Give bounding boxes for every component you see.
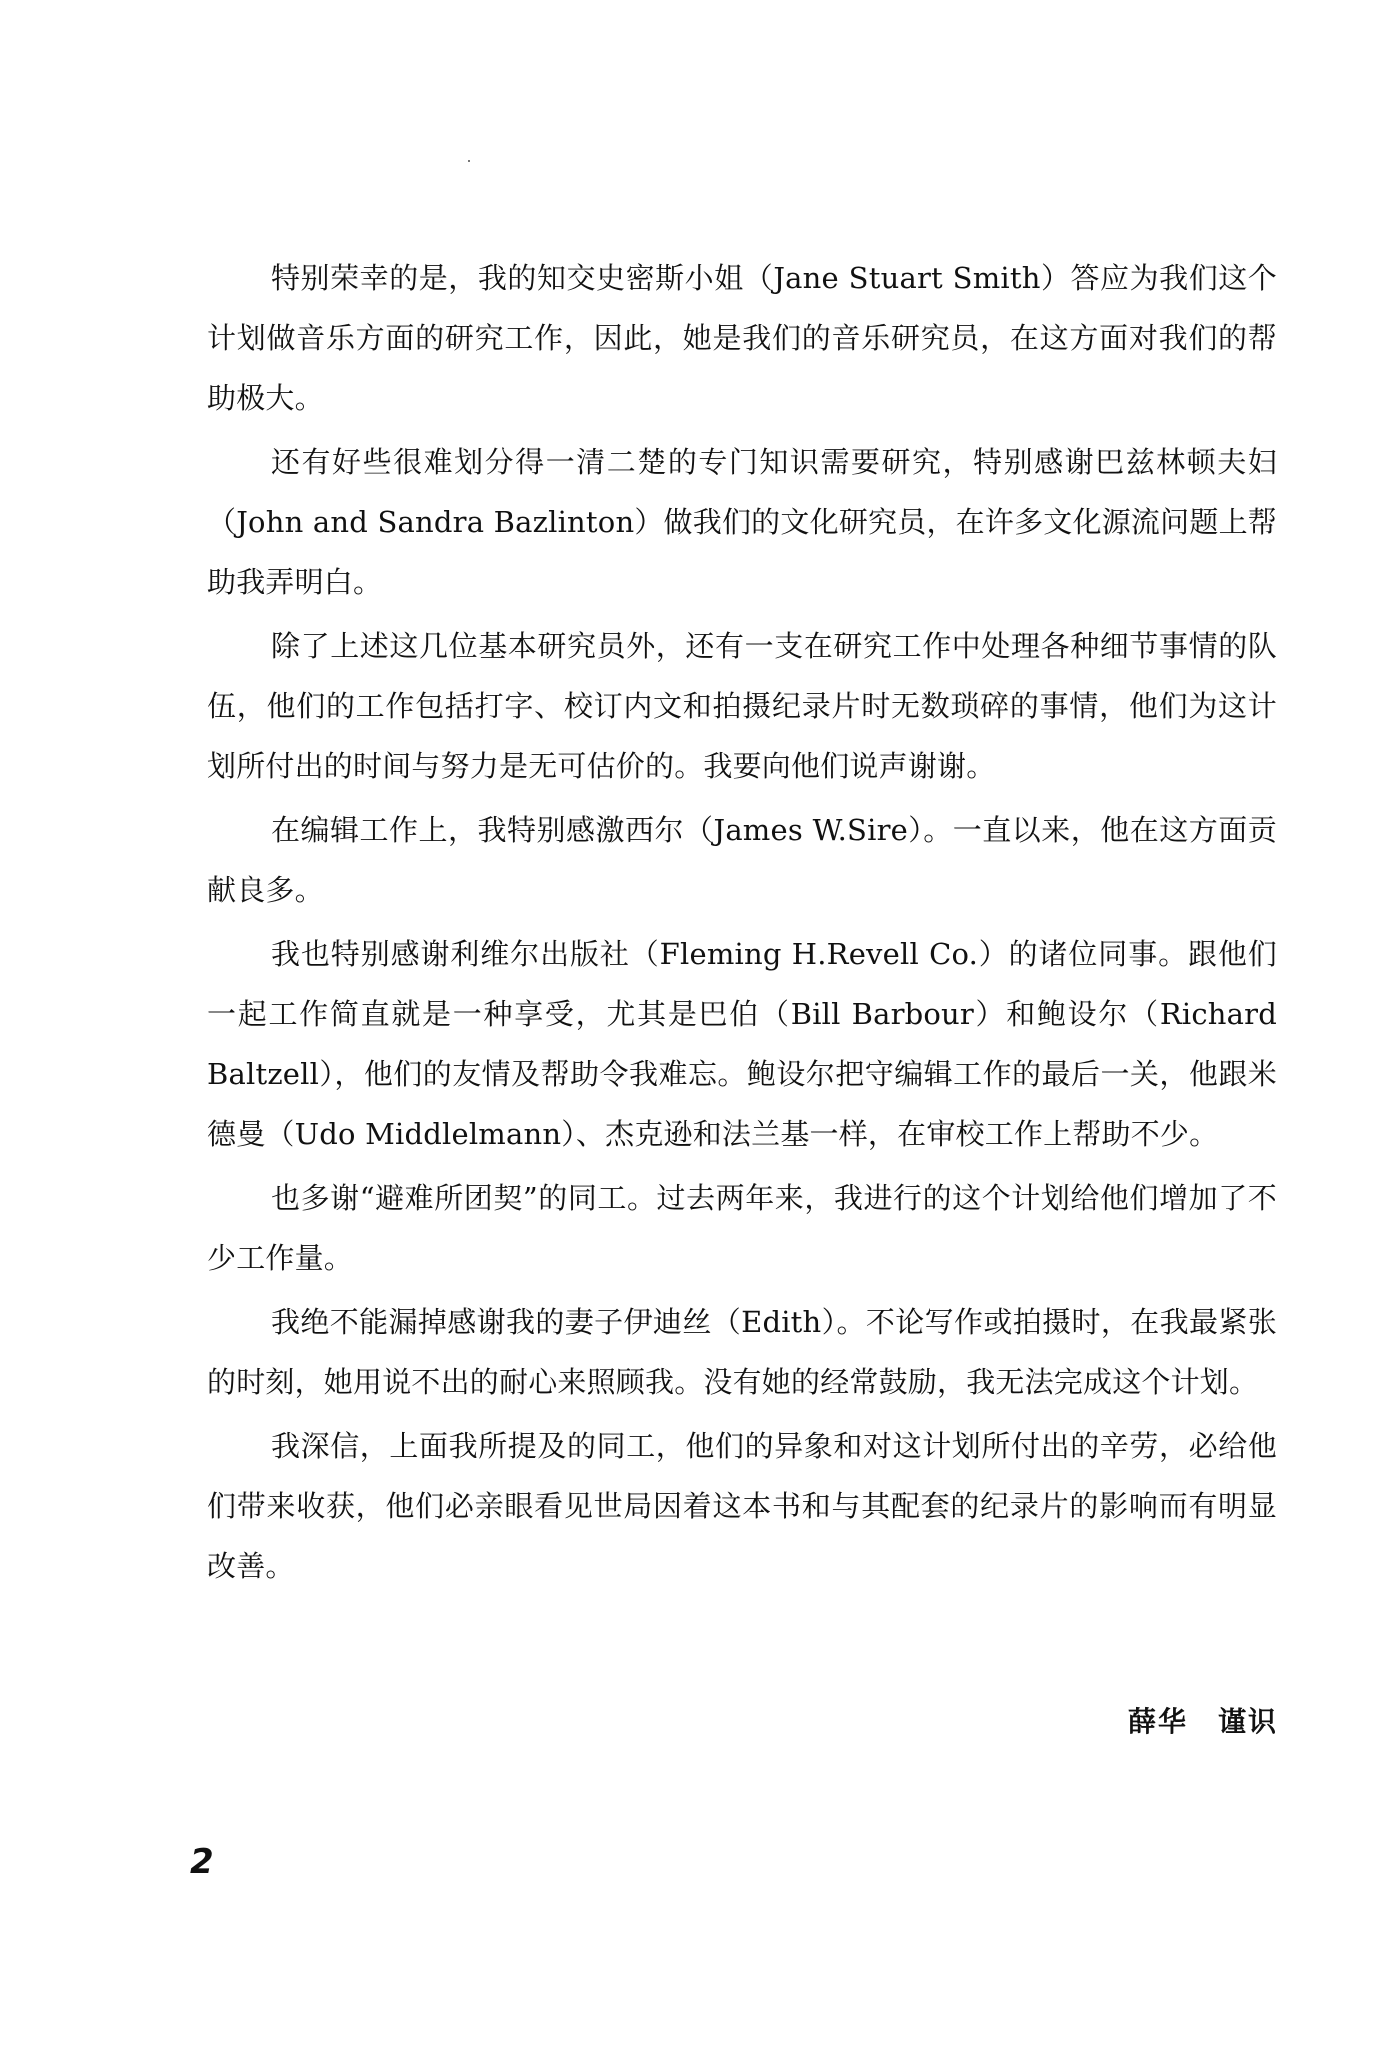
paragraph-1: 特别荣幸的是，我的知交史密斯小姐（Jane Stuart Smith）答应为我们这个计划做音乐方面的研究工作，因此，她是我们的音乐研究员，在这方面对我们的帮助极大。 (207, 261, 1277, 415)
page-number: 2 (190, 1842, 214, 1882)
paragraph-8: 我深信，上面我所提及的同工，他们的异象和对这计划所付出的辛劳，必给他们带来收获，他们必亲眼看见世局因着这本书和与其配套的纪录片的影响而有明显改善。 (207, 1429, 1277, 1583)
body-text (207, 248, 1277, 1600)
paragraph-2: 还有好些很难划分得一清二楚的专门知识需要研究，特别感谢巴兹林顿夫妇（John and Sandra Bazlinton）做我们的文化研究员，在许多文化源流问题上帮助我弄明白。 (207, 445, 1277, 599)
scan-speck (468, 160, 470, 162)
paragraph-5: 我也特别感谢利维尔出版社（Fleming H.Revell Co.）的诸位同事。跟他们一起工作简直就是一种享受，尤其是巴伯（Bill Barbour）和鲍设尔（Richard Baltzell），他们的友情及帮助令我难忘。鲍设尔把守编辑工作的最后一关，他跟米德曼（Udo Middlelmann）、杰克逊和法兰基一样，在审校工作上帮助不少。 (207, 937, 1277, 1151)
paragraph-4: 在编辑工作上，我特别感激西尔（James W.Sire）。一直以来，他在这方面贡献良多。 (207, 813, 1277, 907)
paragraph-6: 也多谢“避难所团契”的同工。过去两年来，我进行的这个计划给他们增加了不少工作量。 (207, 1181, 1277, 1275)
paragraph-7: 我绝不能漏掉感谢我的妻子伊迪丝（Edith）。不论写作或拍摄时，在我最紧张的时刻，她用说不出的耐心来照顾我。没有她的经常鼓励，我无法完成这个计划。 (207, 1305, 1277, 1399)
signature: 薛华 谨识 (1127, 1705, 1278, 1738)
paragraph-3: 除了上述这几位基本研究员外，还有一支在研究工作中处理各种细节事情的队伍，他们的工作包括打字、校订内文和拍摄纪录片时无数琐碎的事情，他们为这计划所付出的时间与努力是无可估价的。我要向他们说声谢谢。 (207, 629, 1277, 783)
